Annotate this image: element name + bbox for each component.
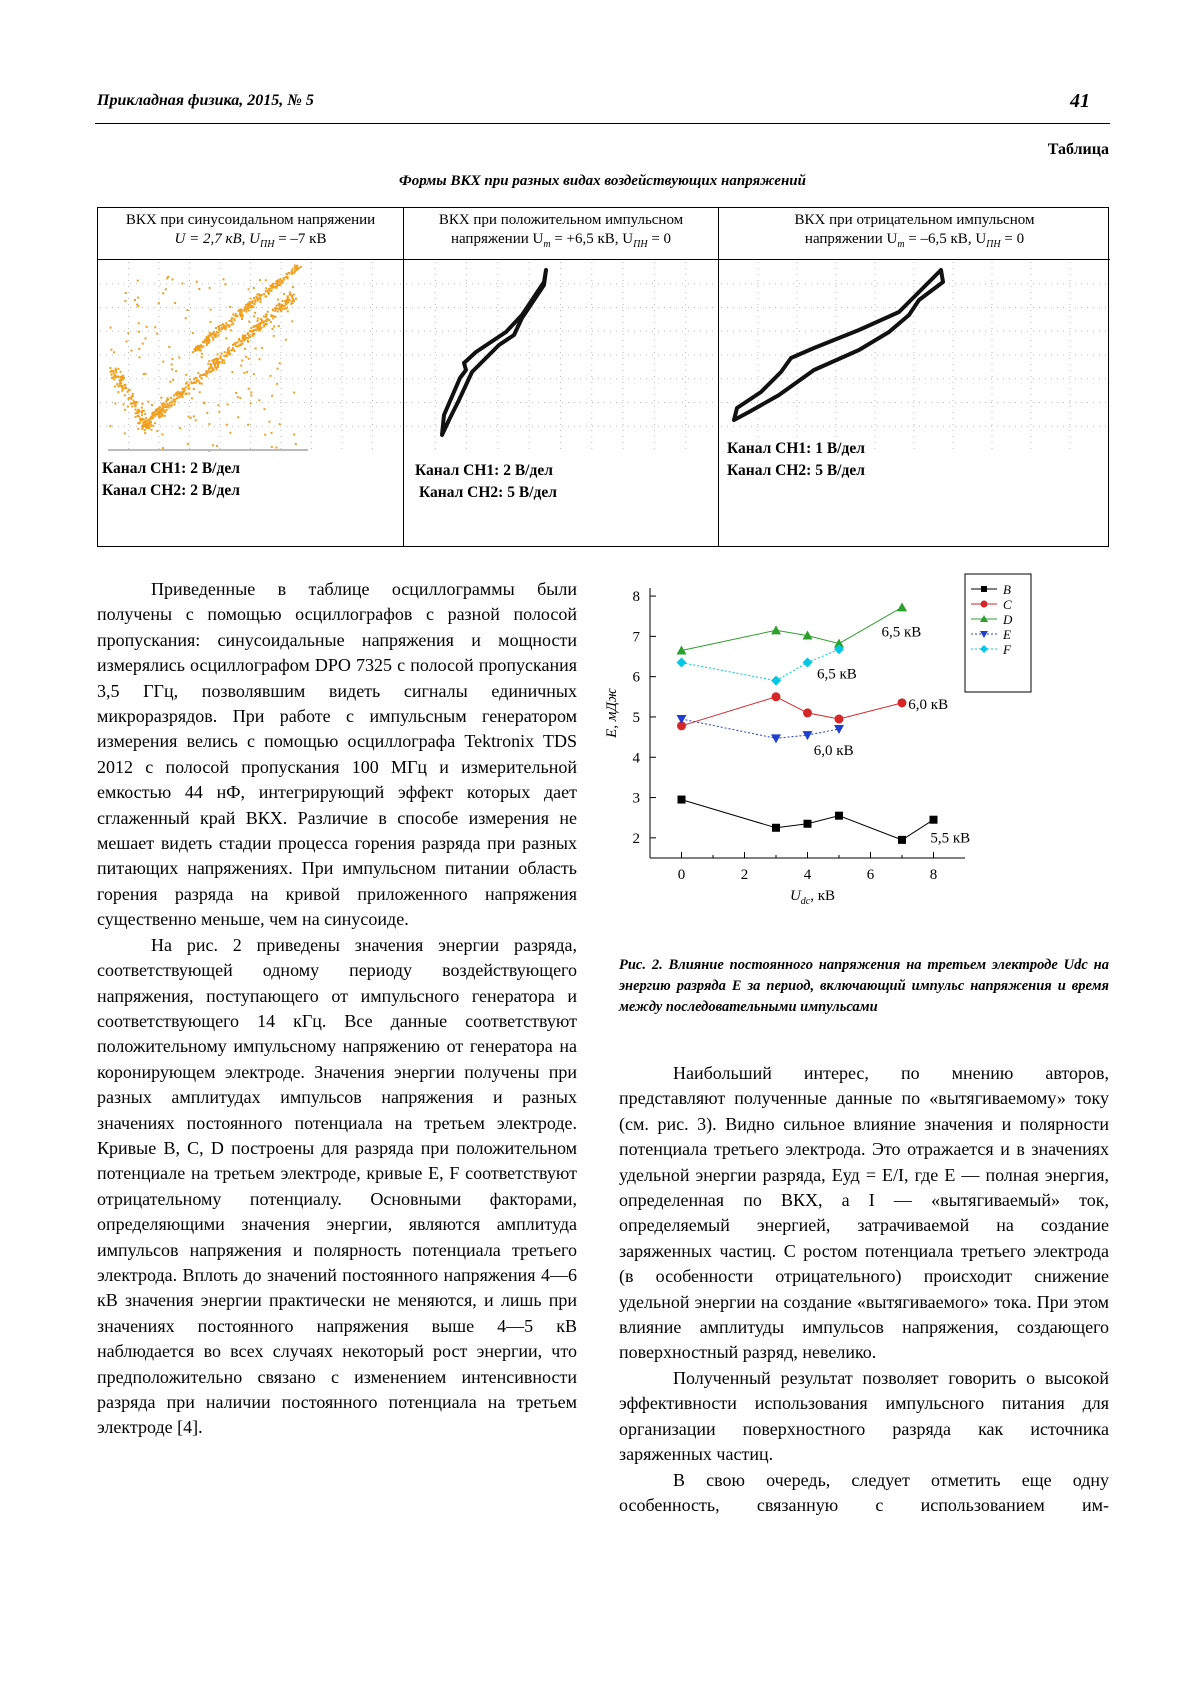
paragraph: На рис. 2 приведены значения энергии разряда, соответствующей одному периоду воздействующего напряжения, поступающего от импульсного генератора и соответствующего 14 кГц. Все данные соответствуют положительному импульсному напряжению от генератора на коронирующем электроде. Значения энергии получены при разных амплитудах импульсов напряжения и разных значениях постоянного потенциала на третьем электроде. Кривые B, C, D построены для разряда при положительном потенциале на третьем электроде, кривые E, F соответствуют отрицательному потенциалу. Основными факторами, определяющими значения энергии, являются амплитуда импульсов напряжения и полярность потенциала третьего электрода. Вплоть до значений постоянного напряжения 4—6 кВ значения энергии практически не меняются, и лишь при значениях постоянного напряжения выше 4—5 кВ наблюдается во всех случаях некоторый рост энергии, что предположительно связано с изменением интенсивности разряда при наличии постоянного потенциала на третьем электроде [4]. xyxy=(97,934,577,1438)
right-text-column xyxy=(619,1061,1109,1518)
column-header xyxy=(719,208,1110,260)
column-params: напряжении $U_m = +6,5$ кВ, $U_{ПН} = 0$ xyxy=(450,231,672,250)
data-point xyxy=(898,836,906,844)
series-D xyxy=(677,602,908,654)
series-B xyxy=(678,796,938,844)
data-point xyxy=(804,820,812,828)
channel-labels xyxy=(415,460,557,504)
legend-label: C xyxy=(1003,597,1012,612)
y-tick-label: 3 xyxy=(632,790,640,807)
column-title: ВКХ при положительном импульсном xyxy=(438,212,684,228)
series-C xyxy=(677,692,907,730)
data-point xyxy=(771,625,781,634)
figure-caption-text: Рис. 2. Влияние постоянного напряжения на третьем электроде Udc на энергию разряда E за период, включающий импульс напряжения и время между последовательными импульсами xyxy=(619,957,1109,1015)
data-point xyxy=(677,658,687,668)
data-point xyxy=(771,734,781,743)
ch1-label: Канал CH1: 2 В/дел xyxy=(415,462,553,479)
table-column-positive xyxy=(403,208,718,546)
legend-label: E xyxy=(1003,627,1011,642)
data-point xyxy=(803,708,812,717)
legend-label: F xyxy=(1003,642,1011,657)
vkh-loop-positive xyxy=(442,270,546,435)
x-tick-label: 0 xyxy=(677,867,686,883)
data-point xyxy=(835,812,843,820)
column-header xyxy=(404,208,718,260)
annotation-label: 5,5 кВ xyxy=(930,830,971,847)
data-point xyxy=(898,698,907,707)
data-point xyxy=(897,602,907,611)
x-tick-label: 2 xyxy=(740,867,749,883)
chart-legend xyxy=(965,574,1031,692)
figure-caption xyxy=(619,955,1109,1018)
y-axis-label: E, мДж xyxy=(604,688,620,738)
data-point xyxy=(772,824,780,832)
scatter-points xyxy=(108,265,308,452)
data-point xyxy=(835,714,844,723)
legend-marker xyxy=(981,601,988,608)
y-tick-label: 7 xyxy=(632,629,640,646)
x-tick-label: 4 xyxy=(803,867,812,883)
column-header xyxy=(98,208,403,260)
vkh-plot-negative xyxy=(719,260,1109,548)
x-axis-label: $U_{dc}$, кВ xyxy=(789,888,836,907)
oscillogram-sine xyxy=(98,260,403,548)
journal-header: Прикладная физика, 2015, № 5 xyxy=(97,92,314,109)
oscillogram-negative xyxy=(719,260,1110,548)
y-tick-label: 6 xyxy=(632,669,640,686)
table-caption: Формы ВКХ при разных видах воздействующих напряжений xyxy=(399,173,806,189)
legend-label: D xyxy=(1003,612,1013,627)
column-params: напряжении $U_m = -6,5$ кВ, $U_{ПН} = 0$ xyxy=(804,231,1025,250)
legend-label: B xyxy=(1003,582,1011,597)
data-point xyxy=(930,816,938,824)
column-title: ВКХ при синусоидальном напряжении xyxy=(125,212,376,228)
series-line xyxy=(682,649,840,680)
oscillogram-table xyxy=(97,207,1109,547)
y-tick-label: 8 xyxy=(632,589,640,606)
data-point xyxy=(677,715,687,724)
header-rule xyxy=(95,123,1110,124)
paragraph: Полученный результат позволяет говорить о высокой эффективности использования импульсного питания для организации поверхностного разряда как источника заряженных частиц. xyxy=(619,1367,1109,1465)
data-point xyxy=(771,676,781,686)
x-tick-label: 8 xyxy=(929,867,938,883)
legend-marker xyxy=(981,586,987,592)
table-column-negative xyxy=(718,208,1110,546)
ch1-label: Канал CH1: 1 В/дел xyxy=(727,440,865,457)
vkh-loop-negative xyxy=(734,270,943,420)
ch2-label: Канал CH2: 5 В/дел xyxy=(419,484,557,501)
paragraph: Приведенные в таблице осциллограммы были получены с помощью осциллографов с разной полосой пропускания: синусоидальные напряжения и мощности измерялись осциллографом DPO 7325 с полосой пропускания 3,5 ГГц, позволявшим видеть сигналы единичных микроразрядов. При работе с импульсным генератором измерения велись с помощью осциллографа Tektronix TDS 2012 с полосой пропускания 100 МГц и измерительной емкостью 44 нФ, интегрирующий эффект которых дает сглаженный край ВКХ. Различие в способе измерения не мешает видеть стадии процесса горения разряда при разных питающих напряжениях. При импульсном питании область горения разряда на кривой приложенного напряжения существенно меньше, чем на синусоиде. xyxy=(97,579,577,930)
column-title: ВКХ при отрицательном импульсном xyxy=(794,212,1035,228)
left-text-column xyxy=(97,577,577,1441)
vkh-plot-positive xyxy=(404,260,717,548)
y-tick-label: 4 xyxy=(632,750,640,767)
vkh-plot-sine xyxy=(98,260,403,548)
data-point xyxy=(803,658,813,668)
annotation-label: 6,0 кВ xyxy=(908,696,949,713)
x-tick-label: 6 xyxy=(866,867,875,883)
annotation-label: 6,0 кВ xyxy=(813,742,854,759)
table-column-sine xyxy=(98,208,403,546)
data-point xyxy=(678,796,686,804)
paragraph: В свою очередь, следует отметить еще одну особенность, связанную с использованием им- xyxy=(619,1469,1109,1515)
series-line xyxy=(682,719,840,738)
series-line xyxy=(682,697,903,726)
channel-labels xyxy=(102,458,240,502)
data-point xyxy=(772,692,781,701)
ch2-label: Канал CH2: 5 В/дел xyxy=(727,462,865,479)
annotation-label: 6,5 кВ xyxy=(816,666,857,683)
paragraph: Наибольший интерес, по мнению авторов, представляют полученные данные по «вытягиваемому» току (см. рис. 3). Видно сильное влияние значения и полярности потенциала третьего электрода. Это отражается и в значениях удельной энергии разряда, Eуд = E/I, где E — полная энергия, определенная по ВКХ, а I — «вытягиваемый» ток, определяемый энергией, затрачиваемой на создание заряженных частиц. С ростом потенциала третьего электрода (в особенности отрицательного) происходит снижение удельной энергии на создание «вытягиваемого» тока. При этом влияние амплитуды импульсов напряжения, создающего поверхностный разряд, невелико. xyxy=(619,1063,1109,1363)
table-label: Таблица xyxy=(1047,141,1109,158)
ch1-label: Канал CH1: 2 В/дел xyxy=(102,460,240,477)
channel-labels xyxy=(727,438,865,482)
y-tick-label: 5 xyxy=(632,709,640,726)
column-params: U = 2,7 кВ, $U_{ПН} = -7$ кВ xyxy=(174,231,327,250)
ch2-label: Канал CH2: 2 В/дел xyxy=(102,482,240,499)
annotation-label: 6,5 кВ xyxy=(881,624,922,641)
page-number: 41 xyxy=(1070,90,1090,112)
energy-chart xyxy=(600,570,1115,950)
oscillogram-positive xyxy=(404,260,718,548)
series-line xyxy=(682,607,903,650)
y-tick-label: 2 xyxy=(632,830,640,847)
